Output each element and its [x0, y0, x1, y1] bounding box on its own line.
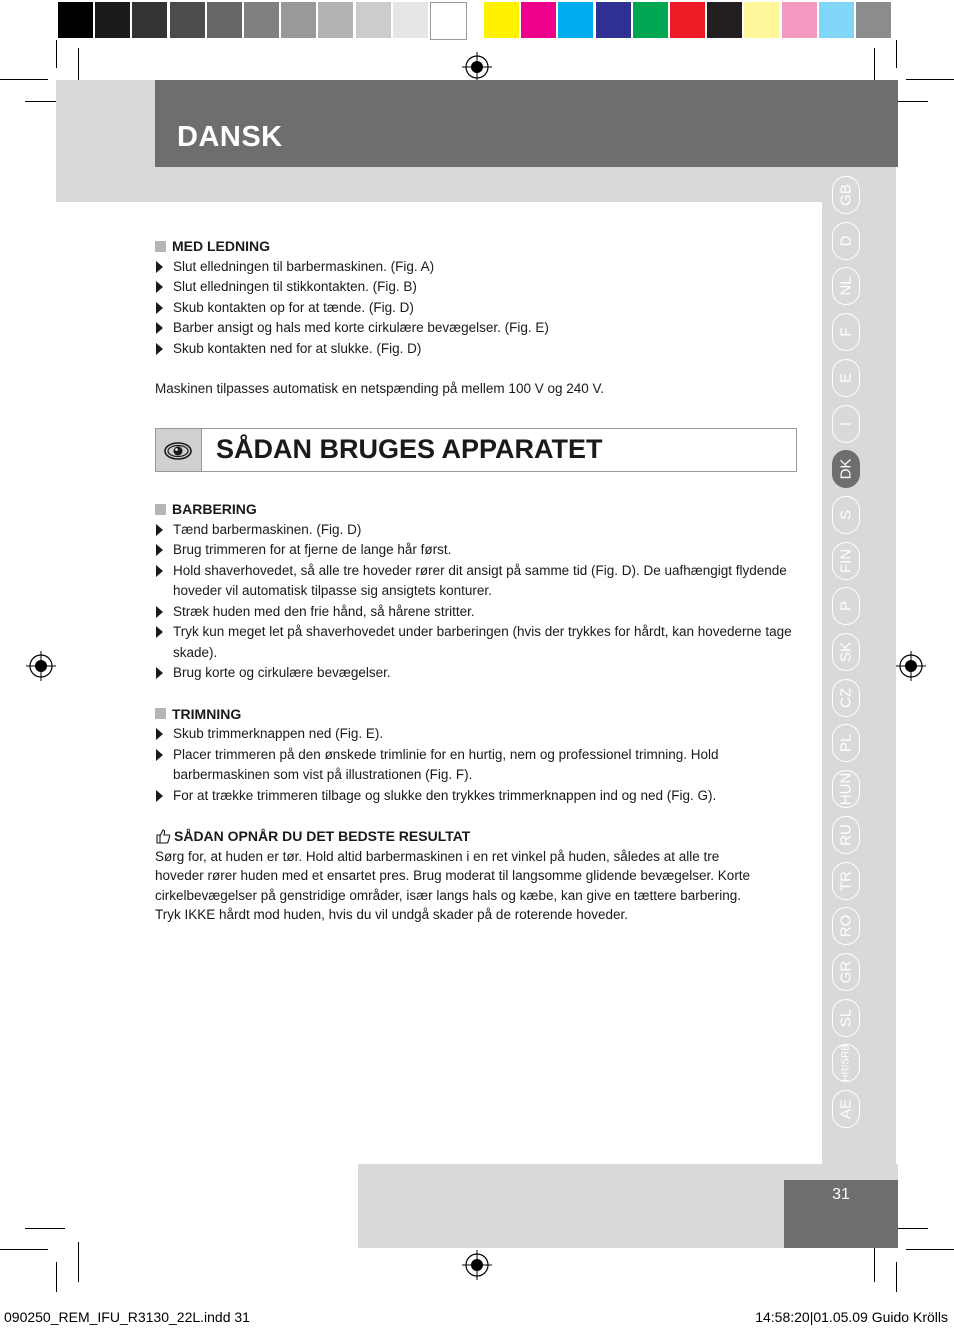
list-item: Brug korte og cirkulære bevægelser.	[155, 663, 795, 684]
language-tab-cz[interactable]: CZ	[832, 679, 860, 717]
square-bullet-icon	[155, 504, 166, 515]
language-tab-ae[interactable]: AE	[832, 1090, 860, 1128]
triangle-bullet-icon	[156, 790, 163, 802]
list-item: Tænd barbermaskinen. (Fig. D)	[155, 520, 795, 541]
triangle-bullet-icon	[156, 667, 163, 679]
color-swatch	[132, 2, 167, 38]
color-swatch	[393, 2, 428, 38]
color-swatch	[170, 2, 205, 38]
color-swatch	[244, 2, 279, 38]
crop-mark	[56, 40, 57, 68]
color-swatch	[356, 2, 391, 38]
language-tab-e[interactable]: E	[832, 359, 860, 397]
eye-icon	[156, 429, 201, 471]
list-item: Barber ansigt og hals med korte cirkulære bevægelser. (Fig. E)	[155, 318, 795, 339]
color-swatch	[744, 2, 779, 38]
triangle-bullet-icon	[156, 565, 163, 577]
color-swatch	[318, 2, 353, 38]
crop-mark	[906, 79, 954, 80]
corded-steps-list	[155, 257, 795, 360]
language-tab-gb[interactable]: GB	[832, 176, 860, 214]
page-number-box	[784, 1180, 898, 1248]
list-item: Skub trimmerknappen ned (Fig. E).	[155, 724, 783, 745]
color-swatch	[670, 2, 705, 38]
list-item: Slut elledningen til stikkontakten. (Fig. B)	[155, 277, 795, 298]
color-swatch	[430, 2, 467, 40]
color-swatch	[633, 2, 668, 38]
timestamp-info: 14:58:20|01.05.09 Guido Krölls	[755, 1309, 948, 1325]
color-swatch	[207, 2, 242, 38]
color-swatch	[558, 2, 593, 38]
crop-mark	[0, 1249, 48, 1250]
language-tab-pl[interactable]: PL	[832, 724, 860, 762]
main-content	[155, 236, 795, 400]
crop-mark	[78, 1242, 79, 1282]
thumbs-up-icon	[155, 828, 171, 844]
color-swatch	[484, 2, 519, 38]
language-tab-sl[interactable]: SL	[832, 999, 860, 1037]
usage-content	[155, 499, 795, 925]
crop-mark	[874, 1242, 875, 1282]
list-item: Hold shaverhovedet, så alle tre hoveder rører dit ansigt på samme tid (Fig. D). De uafhængigt flydende hoveder vil automatisk tilpasse sig ansigtets konturer.	[155, 561, 795, 602]
color-swatch	[281, 2, 316, 38]
color-swatch	[856, 2, 891, 38]
registration-mark-icon	[462, 52, 492, 82]
triangle-bullet-icon	[156, 728, 163, 740]
language-tab-f[interactable]: F	[832, 313, 860, 351]
language-tab-p[interactable]: P	[832, 587, 860, 625]
color-swatch	[95, 2, 130, 38]
language-tab-s[interactable]: S	[832, 496, 860, 534]
language-tab-hr-srb[interactable]: HR/SRB	[832, 1044, 860, 1082]
page-number: 31	[832, 1186, 850, 1203]
language-tab-nl[interactable]: NL	[832, 267, 860, 305]
language-tab-gr[interactable]: GR	[832, 953, 860, 991]
color-swatch	[521, 2, 556, 38]
language-tab-tr[interactable]: TR	[832, 862, 860, 900]
file-info: 090250_REM_IFU_R3130_22L.indd 31	[4, 1309, 250, 1325]
shaving-steps-list	[155, 520, 795, 684]
triangle-bullet-icon	[156, 281, 163, 293]
list-item: Skub kontakten ned for at slukke. (Fig. D)	[155, 339, 795, 360]
crop-mark	[896, 1262, 897, 1292]
language-tab-hun[interactable]: HUN	[832, 770, 860, 808]
triangle-bullet-icon	[156, 749, 163, 761]
language-tab-dk[interactable]: DK	[832, 450, 860, 488]
trimming-steps-list	[155, 724, 783, 806]
section-heading-shaving: BARBERING	[155, 499, 795, 520]
triangle-bullet-icon	[156, 626, 163, 638]
triangle-bullet-icon	[156, 544, 163, 556]
color-swatch	[596, 2, 631, 38]
list-item: Brug trimmeren for at fjerne de lange hår først.	[155, 540, 795, 561]
language-tab-ru[interactable]: RU	[832, 816, 860, 854]
triangle-bullet-icon	[156, 524, 163, 536]
triangle-bullet-icon	[156, 606, 163, 618]
crop-mark	[896, 40, 897, 68]
registration-mark-icon	[26, 651, 56, 681]
triangle-bullet-icon	[156, 302, 163, 314]
list-item: Slut elledningen til barbermaskinen. (Fig. A)	[155, 257, 795, 278]
banner-icon-box	[156, 429, 202, 471]
triangle-bullet-icon	[156, 322, 163, 334]
square-bullet-icon	[155, 241, 166, 252]
voltage-note: Maskinen tilpasses automatisk en netspænding på mellem 100 V og 240 V.	[155, 381, 605, 396]
list-item: Placer trimmeren på den ønskede trimlinie for en hurtig, nem og professionel trimning. Hold barbermaskinen som vist på illustrationen (Fig. F).	[155, 745, 783, 786]
crop-mark	[906, 1249, 954, 1250]
tips-paragraph: Sørg for, at huden er tør. Hold altid barbermaskinen i en ret vinkel på huden, således at alle tre hoveder rører huden med et ensartet pres. Brug moderat til langsomme glidende bevægelser. Korte cirkelbevægelser på genstridige områder, især langs hals og kæbe, kan give en tættere barbering. Tryk IKKE hårdt mod huden, hvis du vil undgå skader på de roterende hoveder.	[155, 848, 751, 922]
list-item: Tryk kun meget let på shaverhovedet under barberingen (hvis der trykkes for hårdt, kan hovederne tage skade).	[155, 622, 795, 663]
list-item: For at trække trimmeren tilbage og slukke den trykkes trimmerknappen ind og ned (Fig. G).	[155, 786, 783, 807]
language-tab-fin[interactable]: FIN	[832, 542, 860, 580]
color-swatch	[782, 2, 817, 38]
page-title: DANSK	[177, 121, 283, 153]
section-banner	[155, 428, 797, 472]
list-item: Stræk huden med den frie hånd, så hårene stritter.	[155, 602, 795, 623]
color-swatch	[58, 2, 93, 38]
square-bullet-icon	[155, 708, 166, 719]
color-swatch	[819, 2, 854, 38]
crop-mark	[0, 79, 48, 80]
banner-title: SÅDAN BRUGES APPARATET	[216, 434, 603, 464]
registration-mark-icon	[896, 651, 926, 681]
triangle-bullet-icon	[156, 343, 163, 355]
color-swatch	[707, 2, 742, 38]
crop-mark	[56, 1262, 57, 1292]
language-tab-d[interactable]: D	[832, 222, 860, 260]
language-tab-i[interactable]: I	[832, 405, 860, 443]
section-heading-corded: MED LEDNING	[155, 236, 795, 257]
triangle-bullet-icon	[156, 261, 163, 273]
section-heading-tips: SÅDAN OPNÅR DU DET BEDSTE RESULTAT	[155, 826, 795, 847]
section-heading-trimming: TRIMNING	[155, 704, 795, 725]
list-item: Skub kontakten op for at tænde. (Fig. D)	[155, 298, 795, 319]
registration-mark-icon	[462, 1250, 492, 1280]
language-tab-ro[interactable]: RO	[832, 907, 860, 945]
crop-mark	[25, 1228, 65, 1229]
language-tab-sk[interactable]: SK	[832, 633, 860, 671]
